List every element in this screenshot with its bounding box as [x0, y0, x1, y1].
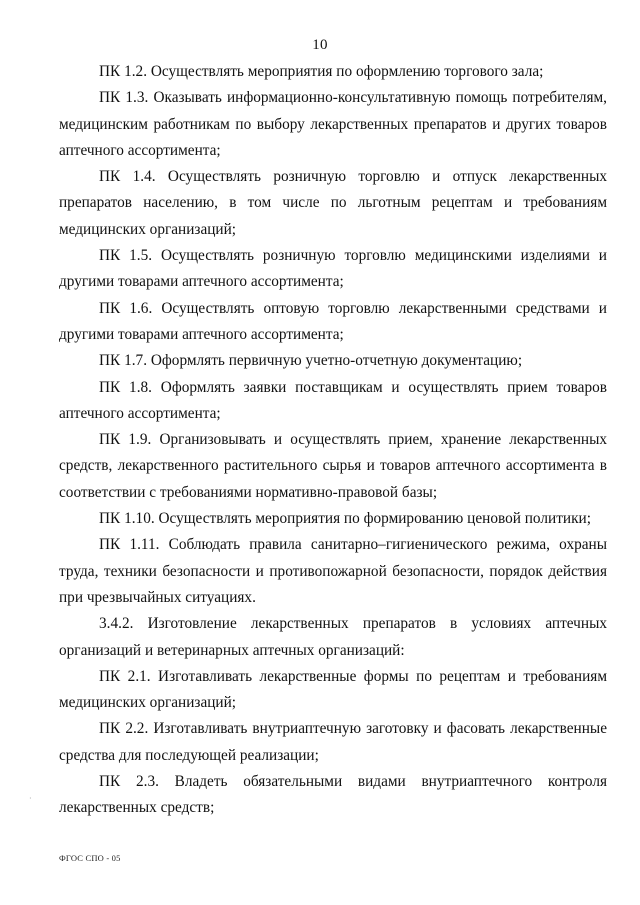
- paragraph-pk-1-7: ПК 1.7. Оформлять первичную учетно-отчетную документацию;: [99, 352, 523, 370]
- paragraph-pk-1-4: ПК 1.4. Осуществлять розничную торговлю и отпуск лекарственных препаратов населению, в том числе по льготным рецептам и требованиям медицинских организаций;: [59, 168, 607, 238]
- paragraph-pk-1-6: ПК 1.6. Осуществлять оптовую торговлю лекарственными средствами и другими товарами аптечного ассортимента;: [59, 299, 607, 343]
- paragraph-pk-1-9: ПК 1.9. Организовывать и осуществлять прием, хранение лекарственных средств, лекарственного растительного сырья и товаров аптечного ассортимента в соответствии с требованиями нормативно-правовой базы;: [59, 431, 607, 501]
- paragraph-pk-1-3: ПК 1.3. Оказывать информационно-консультативную помощь потребителям, медицинским работникам по выбору лекарственных препаратов и других товаров аптечного ассортимента;: [59, 89, 607, 159]
- paragraph-pk-2-2: ПК 2.2. Изготавливать внутриаптечную заготовку и фасовать лекарственные средства для последующей реализации;: [59, 720, 607, 764]
- section-heading-3-4-2: 3.4.2. Изготовление лекарственных препаратов в условиях аптечных организаций и ветеринарных аптечных организаций:: [59, 615, 607, 659]
- paragraph-pk-1-10: ПК 1.10. Осуществлять мероприятия по формированию ценовой политики;: [99, 510, 591, 528]
- paragraph-pk-2-3: ПК 2.3. Владеть обязательными видами внутриаптечного контроля лекарственных средств;: [59, 773, 607, 817]
- page-footer: ФГОС СПО - 05: [59, 853, 121, 863]
- paragraph-pk-2-1: ПК 2.1. Изготавливать лекарственные формы по рецептам и требованиям медицинских организаций;: [59, 667, 607, 712]
- paragraph-pk-1-5: ПК 1.5. Осуществлять розничную торговлю медицинскими изделиями и другими товарами аптечного ассортимента;: [59, 247, 607, 291]
- paragraph-pk-1-8: ПК 1.8. Оформлять заявки поставщикам и осуществлять прием товаров аптечного ассортимента;: [59, 378, 607, 422]
- paragraph-pk-1-11: ПК 1.11. Соблюдать правила санитарно–гигиенического режима, охраны труда, техники безопасности и противопожарной безопасности, порядок действия при чрезвычайных ситуациях.: [59, 536, 607, 606]
- scan-margin-mark: ·: [29, 794, 32, 803]
- paragraph-pk-1-2: ПК 1.2. Осуществлять мероприятия по оформлению торгового зала;: [99, 63, 544, 80]
- page-number: 10: [312, 37, 328, 53]
- document-body: [59, 59, 607, 822]
